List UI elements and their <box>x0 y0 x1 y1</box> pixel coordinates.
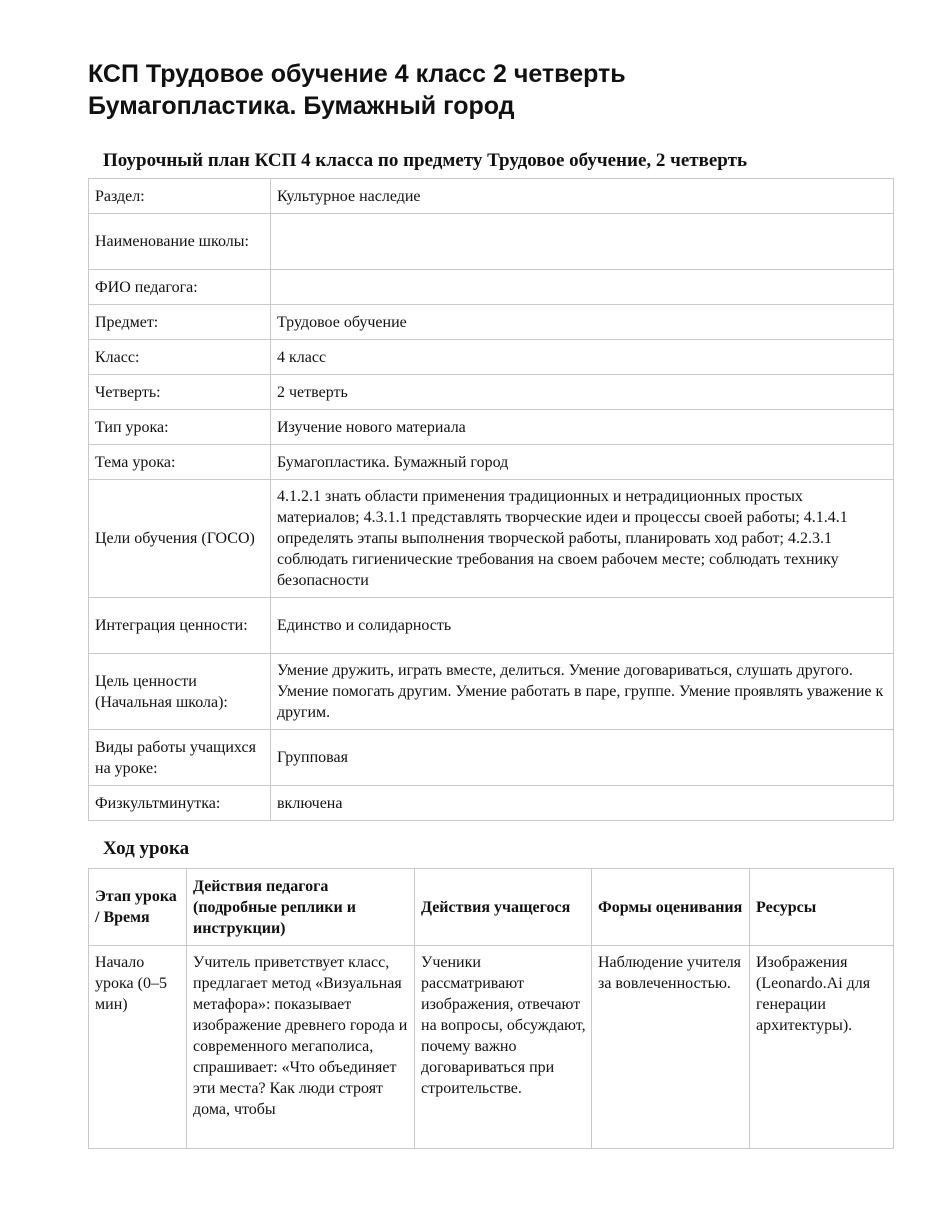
stage-cell: Начало урока (0–5 мин) <box>89 946 187 1149</box>
student-actions-cell: Ученики рассматривают изображения, отвечают на вопросы, обсуждают, почему важно договариваться при строительстве. <box>415 946 592 1149</box>
lesson-heading: Ход урока <box>103 838 190 859</box>
table-header-row <box>89 869 894 946</box>
row-label: Интеграция ценности: <box>89 598 271 654</box>
assessment-cell: Наблюдение учителя за вовлеченностью. <box>592 946 750 1149</box>
row-value: 4 класс <box>271 340 894 375</box>
document-title-line-2: Бумагопластика. Бумажный город <box>88 92 515 120</box>
row-value <box>271 270 894 305</box>
document-title <box>88 58 893 122</box>
plan-heading: Поурочный план КСП 4 класса по предмету Трудовое обучение, 2 четверть <box>103 150 747 171</box>
table-row <box>89 340 894 375</box>
row-value: Трудовое обучение <box>271 305 894 340</box>
table-row <box>89 786 894 821</box>
table-row <box>89 270 894 305</box>
row-label: Предмет: <box>89 305 271 340</box>
row-value: включена <box>271 786 894 821</box>
plan-info-table <box>88 178 894 821</box>
table-row <box>89 214 894 270</box>
column-header-stage: Этап урока / Время <box>89 869 187 946</box>
teacher-actions-cell: Учитель приветствует класс, предлагает метод «Визуальная метафора»: показывает изображение древнего города и современного мегаполиса, спрашивает: «Что объединяет эти места? Как люди строят дома, чтобы <box>187 946 415 1149</box>
resources-cell: Изображения (Leonardo.Ai для генерации архитектуры). <box>750 946 894 1149</box>
row-label: Тип урока: <box>89 410 271 445</box>
table-row <box>89 654 894 730</box>
row-value: Изучение нового материала <box>271 410 894 445</box>
row-label: Виды работы учащихся на уроке: <box>89 730 271 786</box>
table-row <box>89 410 894 445</box>
row-label: Цель ценности (Начальная школа): <box>89 654 271 730</box>
row-label: Наименование школы: <box>89 214 271 270</box>
row-label: ФИО педагога: <box>89 270 271 305</box>
column-header-student-actions: Действия учащегося <box>415 869 592 946</box>
row-value: 4.1.2.1 знать области применения традиционных и нетрадиционных простых материалов; 4.3.1.1 представлять творческие идеи и процессы своей работы; 4.1.4.1 определять этапы выполнения творческой работы, планировать ход работ; 4.2.3.1 соблюдать гигиенические требования на своем рабочем месте; соблюдать технику безопасности <box>271 480 894 598</box>
row-label: Класс: <box>89 340 271 375</box>
row-value: Единство и солидарность <box>271 598 894 654</box>
table-row <box>89 598 894 654</box>
row-label: Раздел: <box>89 179 271 214</box>
row-label: Тема урока: <box>89 445 271 480</box>
column-header-resources: Ресурсы <box>750 869 894 946</box>
row-label: Четверть: <box>89 375 271 410</box>
table-row <box>89 946 894 1149</box>
document-title-line-1: КСП Трудовое обучение 4 класс 2 четверть <box>88 60 626 88</box>
row-value <box>271 214 894 270</box>
column-header-teacher-actions: Действия педагога (подробные реплики и инструкции) <box>187 869 415 946</box>
column-header-assessment: Формы оценивания <box>592 869 750 946</box>
table-row <box>89 480 894 598</box>
row-label: Физкультминутка: <box>89 786 271 821</box>
table-row <box>89 179 894 214</box>
row-value: Групповая <box>271 730 894 786</box>
row-value: Культурное наследие <box>271 179 894 214</box>
table-row <box>89 445 894 480</box>
table-row <box>89 730 894 786</box>
table-row <box>89 305 894 340</box>
table-row <box>89 375 894 410</box>
row-label: Цели обучения (ГОСО) <box>89 480 271 598</box>
lesson-table <box>88 868 894 1149</box>
row-value: 2 четверть <box>271 375 894 410</box>
row-value: Умение дружить, играть вместе, делиться. Умение договариваться, слушать другого. Умение помогать другим. Умение работать в паре, группе. Умение проявлять уважение к другим. <box>271 654 894 730</box>
row-value: Бумагопластика. Бумажный город <box>271 445 894 480</box>
document-page <box>88 58 893 1149</box>
